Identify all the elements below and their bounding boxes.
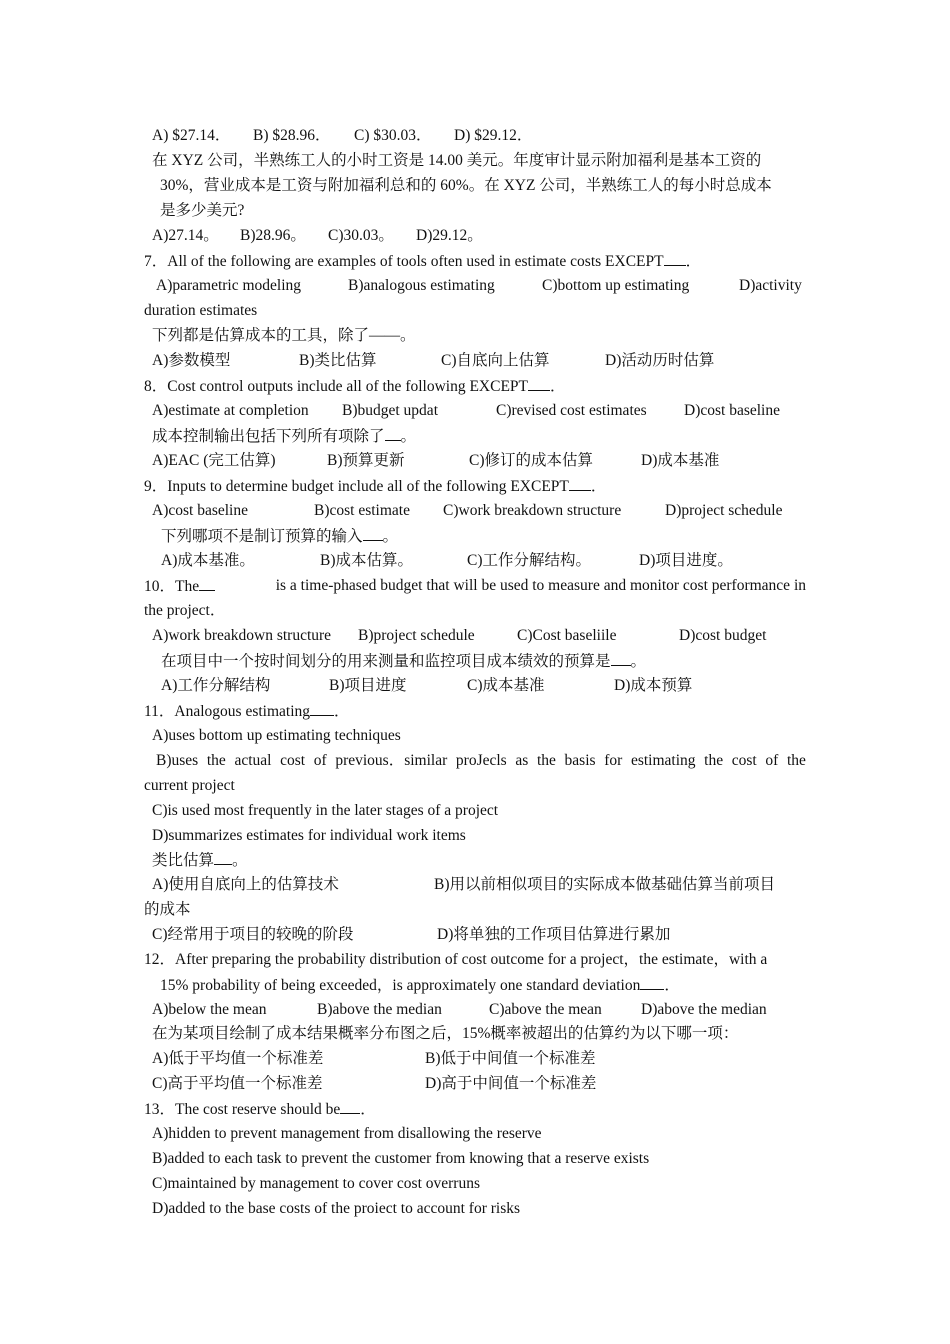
prev-q-option-b: B) $28.96． xyxy=(253,127,331,144)
q11-option-a: A)uses bottom up estimating techniques xyxy=(152,727,401,744)
q10-option-b: B)project schedule xyxy=(358,627,475,644)
q13-stem: 13．The cost reserve should be ． xyxy=(144,1097,376,1122)
q7-cn-stem: 下列都是估算成本的工具，除了——。 xyxy=(152,327,416,344)
prev-q-cn-option-b: B)28.96。 xyxy=(240,227,306,244)
q12-cn-option-b: B)低于中间值一个标准差 xyxy=(425,1050,596,1067)
q10-cn-option-c: C)成本基准 xyxy=(467,677,545,694)
word: estimating xyxy=(630,752,696,769)
word: actual xyxy=(234,752,272,769)
q7-option-b: B)analogous estimating xyxy=(348,277,495,294)
q13-option-a: A)hidden to prevent management from disallowing the reserve xyxy=(152,1125,542,1142)
q8-cn-option-d: D)成本基准 xyxy=(641,452,720,469)
q12-cn-option-c: C)高于平均值一个标准差 xyxy=(152,1075,323,1092)
q12-stem-line2: 15% probability of being exceeded，is approximately one standard deviation ． xyxy=(160,973,680,998)
q13-option-b: B)added to each task to prevent the customer from knowing that a reserve exists xyxy=(152,1150,650,1167)
q9-cn-option-d: D)项目进度。 xyxy=(639,552,733,569)
q10-cn-option-a: A)工作分解结构 xyxy=(161,677,271,694)
prev-q-option-d: D) $29.12． xyxy=(454,127,533,144)
q7-option-d-continued: duration estimates xyxy=(144,302,258,319)
q8-option-a: A)estimate at completion xyxy=(152,402,309,419)
q10-cn-option-d: D)成本预算 xyxy=(614,677,693,694)
word: for xyxy=(604,752,623,769)
q9-cn-option-b: B)成本估算。 xyxy=(320,552,414,569)
word: as xyxy=(515,752,529,769)
q12-option-d: D)above the median xyxy=(641,1001,767,1018)
q12-cn-option-d: D)高于中间值一个标准差 xyxy=(425,1075,597,1092)
q9-cn-stem: 下列哪项不是制订预算的输入 。 xyxy=(161,524,398,549)
q7-cn-option-c: C)自底向上估算 xyxy=(441,352,550,369)
word: cost xyxy=(731,752,757,769)
q9-stem: 9．Inputs to determine budget include all of the following EXCEPT ． xyxy=(144,474,606,499)
q8-cn-option-c: C)修订的成本估算 xyxy=(469,452,594,469)
q9-option-a: A)cost baseline xyxy=(152,502,248,519)
word: the xyxy=(786,752,806,769)
q8-cn-stem: 成本控制输出包括下列所有项除了 。 xyxy=(152,424,416,449)
q7-option-c: C)bottom up estimating xyxy=(542,277,690,294)
q8-cn-option-b: B)预算更新 xyxy=(327,452,405,469)
prev-q-cn-option-d: D)29.12。 xyxy=(416,227,483,244)
q7-option-d: D)activity xyxy=(739,277,802,294)
q13-option-c: C)maintained by management to cover cost overruns xyxy=(152,1175,480,1192)
word: of xyxy=(765,752,779,769)
q9-cn-option-c: C)工作分解结构。 xyxy=(467,552,592,569)
q11-stem: 11．Analogous estimating ． xyxy=(144,699,350,724)
prev-q-cn-stem-line2: 30%，营业成本是工资与附加福利总和的 60%。在 XYZ 公司，半熟练工人的每小时总成本 xyxy=(160,177,772,194)
q10-option-d: D)cost budget xyxy=(679,627,767,644)
word: cost xyxy=(280,752,306,769)
q9-option-c: C)work breakdown structure xyxy=(443,502,622,519)
q12-stem-line1: 12．After preparing the probability distribution of cost outcome for a project，the estimate，with a xyxy=(144,951,768,968)
q13-option-d: D)added to the base costs of the proiect to account for risks xyxy=(152,1200,521,1217)
word: proJecls xyxy=(455,752,507,769)
q8-stem: 8．Cost control outputs include all of the following EXCEPT ． xyxy=(144,374,566,399)
word: basis xyxy=(564,752,596,769)
q10-option-c: C)Cost baseliile xyxy=(517,627,617,644)
q12-cn-stem: 在为某项目绘制了成本结果概率分布图之后，15%概率被超出的估算约为以下哪一项： xyxy=(152,1025,739,1042)
q10-stem-line2: the project． xyxy=(144,602,226,619)
q7-cn-option-a: A)参数模型 xyxy=(152,352,231,369)
q11-option-c: C)is used most frequently in the later stages of a project xyxy=(152,802,499,819)
prev-q-cn-stem-line1: 在 XYZ 公司，半熟练工人的小时工资是 14.00 美元。年度审计显示附加福利是基本工资的 xyxy=(152,152,762,169)
prev-q-cn-option-c: C)30.03。 xyxy=(328,227,394,244)
word: the xyxy=(206,752,226,769)
q10-cn-option-b: B)项目进度 xyxy=(329,677,407,694)
q11-cn-option-b: B)用以前相似项目的实际成本做基础估算当前项目 xyxy=(434,876,776,893)
q12-option-c: C)above the mean xyxy=(489,1001,602,1018)
prev-q-cn-stem-line3: 是多少美元? xyxy=(160,202,245,219)
q9-option-d: D)project schedule xyxy=(665,502,783,519)
q12-option-a: A)below the mean xyxy=(152,1001,267,1018)
q11-cn-stem: 类比估算 。 xyxy=(152,848,248,873)
q8-option-d: D)cost baseline xyxy=(684,402,780,419)
q7-cn-option-d: D)活动历时估算 xyxy=(605,352,715,369)
q9-cn-option-a: A)成本基准。 xyxy=(161,552,255,569)
q8-option-c: C)revised cost estimates xyxy=(496,402,647,419)
word: B)uses xyxy=(156,752,199,769)
q11-cn-option-c: C)经常用于项目的较晚的阶段 xyxy=(152,926,354,943)
q12-cn-option-a: A)低于平均值一个标准差 xyxy=(152,1050,324,1067)
prev-q-option-a: A) $27.14． xyxy=(152,127,231,144)
word: the xyxy=(704,752,724,769)
q8-option-b: B)budget updat xyxy=(342,402,438,419)
q7-cn-option-b: B)类比估算 xyxy=(299,352,377,369)
word: the xyxy=(536,752,556,769)
q11-cn-option-d: D)将单独的工作项目估算进行累加 xyxy=(437,926,671,943)
q11-option-d: D)summarizes estimates for individual work items xyxy=(152,827,466,844)
q10-option-a: A)work breakdown structure xyxy=(152,627,332,644)
q9-option-b: B)cost estimate xyxy=(314,502,410,519)
word: previous．similar xyxy=(335,752,448,769)
q7-stem: 7．All of the following are examples of tools often used in estimate costs EXCEPT ． xyxy=(144,249,701,274)
q11-cn-option-b-continued: 的成本 xyxy=(144,901,191,918)
q8-cn-option-a: A)EAC (完工估算) xyxy=(152,452,276,469)
q7-option-a: A)parametric modeling xyxy=(156,277,302,294)
prev-q-option-c: C) $30.03． xyxy=(354,127,432,144)
word: of xyxy=(313,752,327,769)
prev-q-cn-option-a: A)27.14。 xyxy=(152,227,219,244)
q11-option-b-continued: current project xyxy=(144,777,235,794)
q10-cn-stem: 在项目中一个按时间划分的用来测量和监控项目成本绩效的预算是 。 xyxy=(161,649,646,674)
q10-stem-line1: 10．The is a time-phased budget that will be used to measure and monitor cost performance in xyxy=(144,574,806,600)
q11-option-b xyxy=(156,749,806,774)
q11-cn-option-a: A)使用自底向上的估算技术 xyxy=(152,876,339,893)
q12-option-b: B)above the median xyxy=(317,1001,442,1018)
